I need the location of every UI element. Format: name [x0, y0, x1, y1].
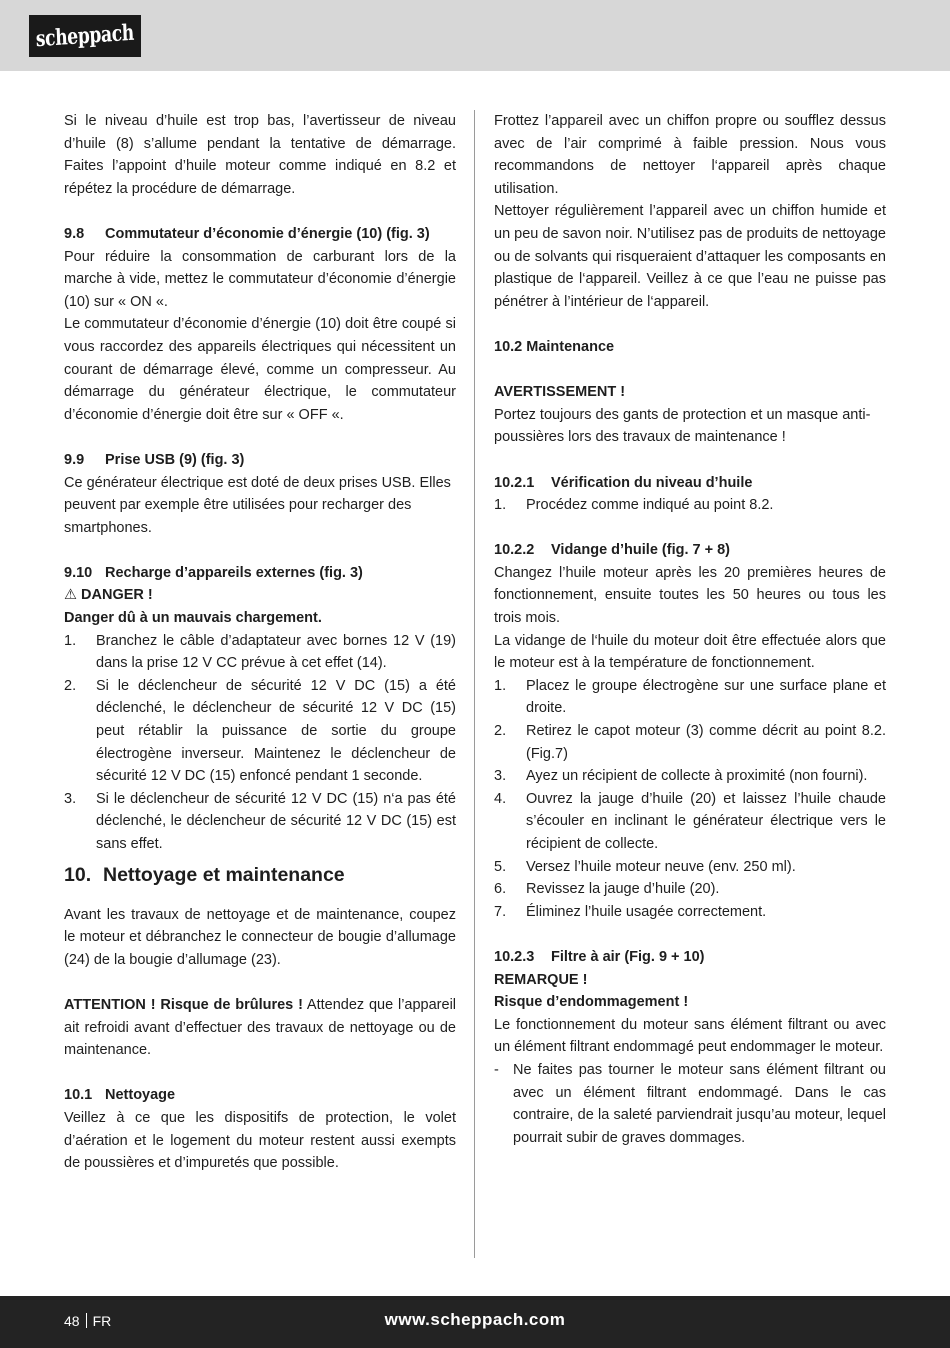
column-divider [474, 110, 475, 1258]
section-title: Vidange d’huile (fig. 7 + 8) [551, 542, 730, 559]
section-10-2-heading: 10.2 Maintenance [494, 338, 615, 355]
section-number: 10.2.1 [494, 474, 535, 491]
right-column [494, 110, 886, 1149]
section-10-1-heading [64, 1084, 456, 1107]
chapter-number: 10. [64, 863, 92, 886]
website-link[interactable]: www.scheppach.com [384, 1310, 566, 1329]
air-filter-dash-list [494, 1059, 886, 1149]
list-item: 1. Procédez comme indiqué au point 8.2. [494, 497, 774, 514]
section-title: Commutateur d’économie d’énergie (10) (fig. 3) [105, 225, 430, 242]
oil-change-paragraph-1: Changez l’huile moteur après les 20 premières heures de fonctionnement, ensuite toutes les 50 heures ou tous les trois mois. [494, 564, 886, 627]
chapter-title: Nettoyage et maintenance [103, 863, 345, 886]
chapter-10-heading [64, 856, 456, 894]
oil-check-steps [494, 494, 886, 517]
remark-subtitle: Risque d’endommagement ! [494, 994, 689, 1011]
section-title: Prise USB (9) (fig. 3) [105, 451, 245, 468]
list-item: 6. Revissez la jauge d’huile (20). [494, 881, 720, 898]
section-9-9-paragraph: Ce générateur électrique est doté de deux prises USB. Elles peuvent par exemple être utilisées pour recharger des smartphones. [64, 474, 451, 536]
attention-paragraph [64, 994, 456, 1062]
oil-level-paragraph: Si le niveau d’huile est trop bas, l’avertisseur de niveau d’huile (8) s’allume pendant la tentative de démarrage. Faites l’appoint d’huile moteur comme indiqué en 8.2 et répétez la procédure de démarrage. [64, 113, 456, 197]
list-item: 1. Placez le groupe électrogène sur une surface plane et droite. [494, 677, 886, 717]
danger-text: Danger dû à un mauvais chargement. [64, 610, 322, 627]
section-number: 10.2.3 [494, 948, 535, 965]
section-9-9-heading [64, 449, 456, 472]
logo-text: scheppach [35, 19, 135, 53]
cleaning-paragraph-1: Frottez l’appareil avec un chiffon propre ou soufflez dessus avec de l’air comprimé à faible pression. Nous vous recommandons de nettoyer l‘appareil après chaque utilisation. [494, 113, 886, 197]
header-bar [0, 0, 950, 71]
attention-text: Attendez que l’appareil ait refroidi avant d’effectuer des travaux de nettoyage ou de maintenance. [64, 996, 457, 1059]
oil-change-steps [494, 675, 886, 924]
section-number: 9.9 [64, 451, 85, 468]
section-number: 10.2.2 [494, 542, 535, 559]
section-title: Recharge d’appareils externes (fig. 3) [105, 564, 363, 581]
section-title: Nettoyage [105, 1087, 176, 1104]
section-number: 10.1 [64, 1087, 93, 1104]
section-9-8-paragraph-2: Le commutateur d’économie d’énergie (10) doit être coupé si vous raccordez des appareils électriques qui nécessitent un courant de démarrage élevé, comme un compresseur. Au démarrage du générateur électrique, le commutateur d’économie d’énergie doit être sur « OFF «. [64, 316, 456, 423]
footer-bar [0, 1296, 950, 1348]
list-item: 3. Ayez un récipient de collecte à proximité (non fourni). [494, 768, 868, 785]
oil-change-paragraph-2: La vidange de l‘huile du moteur doit être effectuée alors que le moteur est à la température de fonctionnement. [494, 632, 886, 672]
section-10-1-paragraph: Veillez à ce que les dispositifs de protection, le volet d’aération et le logement du moteur restent aussi exempts de poussières et d’impuretés que possible. [64, 1109, 456, 1172]
section-number: 9.10 [64, 564, 93, 581]
charging-steps-list [64, 630, 456, 856]
section-title: Vérification du niveau d’huile [551, 474, 753, 491]
section-10-2-1-heading [494, 472, 886, 495]
list-item: - Ne faites pas tourner le moteur sans élément filtrant ou avec un élément filtrant endommagé. Dans le cas contraire, de la saleté parviendrait jusqu’au moteur, lequel pourrait subir de graves dommages. [494, 1061, 886, 1146]
list-item: 1. Branchez le câble d’adaptateur avec bornes 12 V (19) dans la prise 12 V CC prévue à cet effet (14). [64, 632, 456, 672]
section-title: Filtre à air (Fig. 9 + 10) [551, 948, 705, 965]
list-item: 7. Éliminez l’huile usagée correctement. [494, 903, 767, 920]
list-item: 2. Retirez le capot moteur (3) comme décrit au point 8.2. (Fig.7) [494, 723, 886, 762]
section-9-10-heading [64, 562, 456, 585]
attention-label: ATTENTION ! Risque de brûlures ! [64, 996, 303, 1013]
language-code: FR [92, 1313, 112, 1329]
left-column [64, 110, 456, 1175]
section-10-2-2-heading [494, 539, 886, 562]
list-item: 3. Si le déclencheur de sécurité 12 V DC (15) n‘a pas été déclenché, le déclencheur de sécurité 12 V DC (15) est sans effet. [64, 790, 456, 852]
page-number: 48 [64, 1313, 80, 1329]
section-10-2-3-heading [494, 946, 886, 969]
section-9-8-heading [64, 223, 456, 246]
section-9-8-paragraph-1: Pour réduire la consommation de carburant lors de la marche à vide, mettez le commutateur d’économie d’énergie (10) sur « ON «. [64, 248, 456, 310]
list-item: 2. Si le déclencheur de sécurité 12 V DC (15) a été déclenché, le déclencheur de sécurité 12 V DC (15) peut rétablir la puissance de sortie du groupe électrogène inverseur. Maintenez le déclencheur de sécurité 12 V DC (15) enfoncé pendant 1 seconde. [64, 677, 456, 785]
remark-label: REMARQUE ! [494, 971, 588, 988]
warning-label: AVERTISSEMENT ! [494, 384, 626, 401]
danger-label: ⚠ DANGER ! [64, 587, 153, 604]
scheppach-logo[interactable] [30, 16, 140, 56]
air-filter-paragraph: Le fonctionnement du moteur sans élément filtrant ou avec un élément filtrant endommagé peut endommager le moteur. [494, 1016, 886, 1056]
chapter-10-intro: Avant les travaux de nettoyage et de maintenance, coupez le moteur et débranchez le connecteur de bougie d’allumage (24) de la bougie d’allumage (23). [64, 906, 456, 968]
section-number: 9.8 [64, 225, 85, 242]
warning-text: Portez toujours des gants de protection et un masque anti-poussières lors des travaux de maintenance ! [494, 406, 871, 446]
list-item: 4. Ouvrez la jauge d’huile (20) et laissez l’huile chaude s’écouler en inclinant le générateur électrique vers le récipient de collecte. [494, 790, 886, 852]
list-item: 5. Versez l’huile moteur neuve (env. 250 ml). [494, 858, 796, 875]
cleaning-paragraph-2: Nettoyer régulièrement l’appareil avec un chiffon humide et un peu de savon noir. N’utilisez pas de produits de nettoyage ou de solvants qui risqueraient d’attaquer les composants en plastique de l‘appareil. Veillez à ce que l’eau ne puisse pas pénétrer à l’intérieur de l‘appareil. [494, 203, 886, 310]
